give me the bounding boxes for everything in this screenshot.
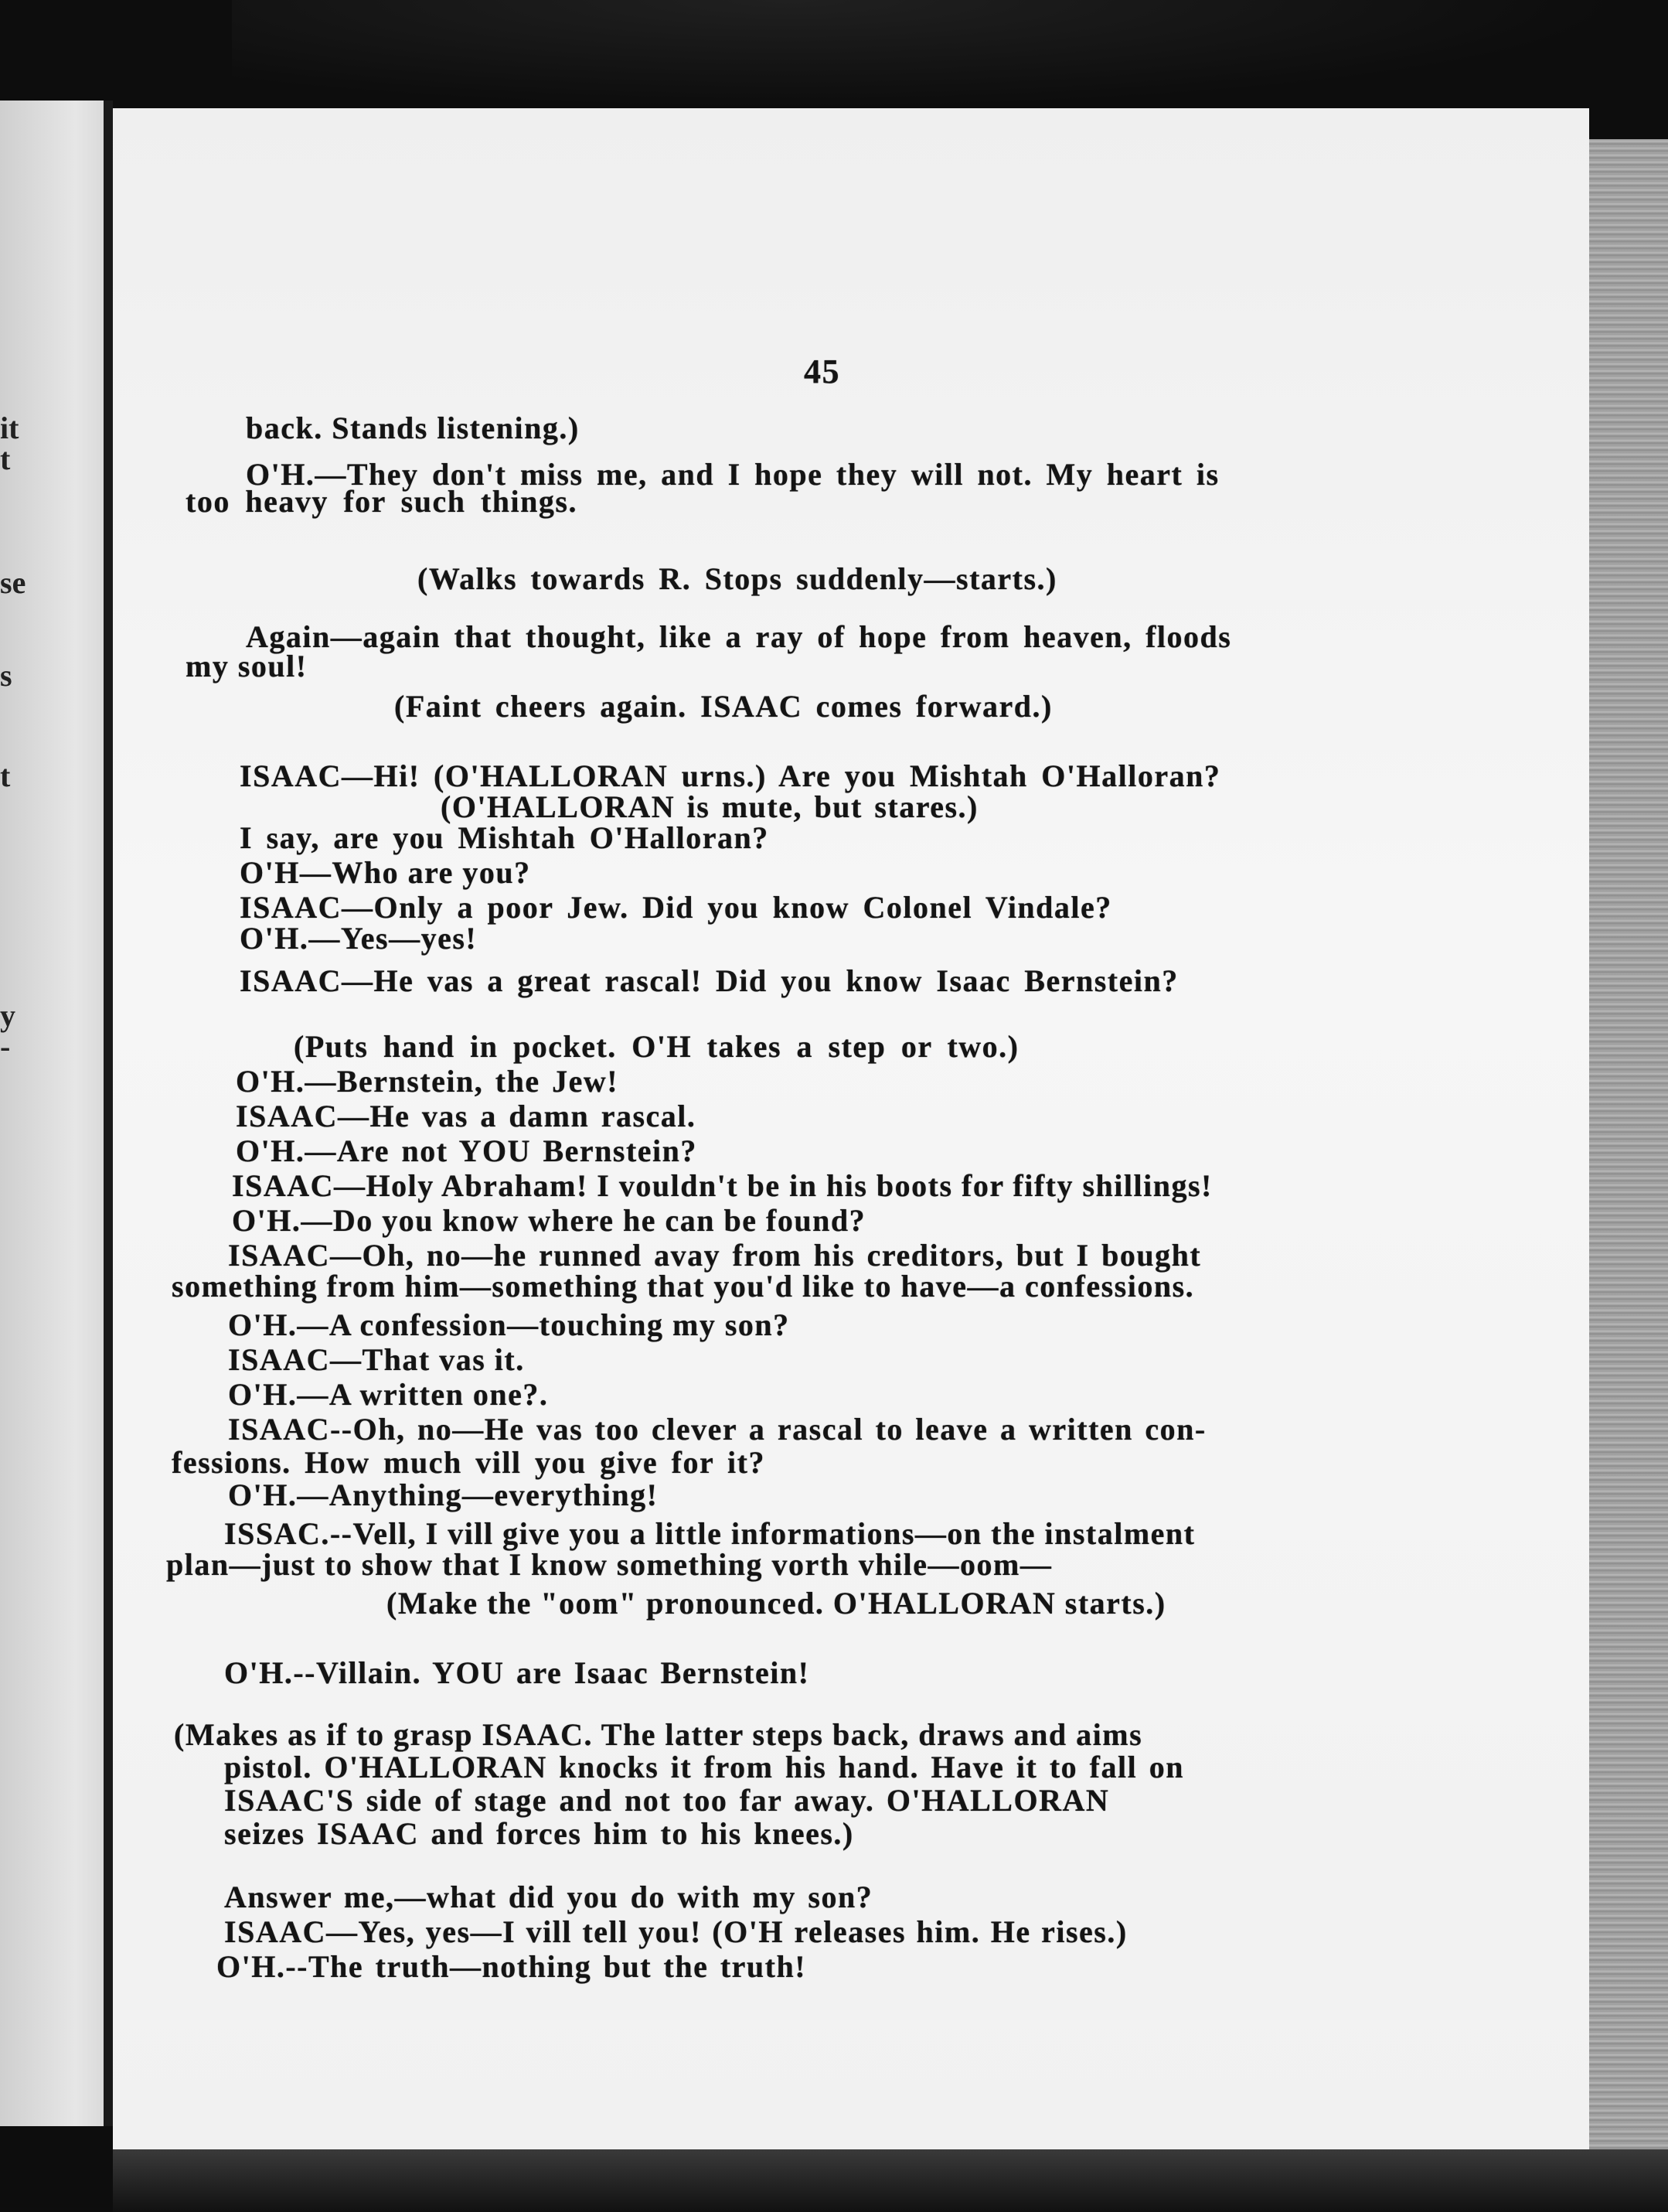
text-line: plan—just to show that I know something vorth vhile—oom— [166,1547,1053,1582]
left-page-fragment: y [0,998,15,1033]
text-line: something from him—something that you'd like to have—a confessions. [172,1269,1195,1304]
text-line: I say, are you Mishtah O'Halloran? [240,820,769,855]
stage-direction: seizes ISAAC and forces him to his knees.) [224,1816,854,1851]
text-line: O'H.--The truth—nothing but the truth! [216,1949,807,1984]
left-page-fragment: it [0,411,19,445]
stage-direction: (Make the "oom" pronounced. O'HALLORAN starts.) [386,1586,1166,1621]
page-edge-stack [1589,139,1668,2149]
text-line: O'H—Who are you? [240,855,531,890]
text-line: fessions. How much vill you give for it? [172,1445,765,1480]
text-line: ISAAC—That vas it. [228,1342,525,1377]
text-line: ISAAC—Hi! (O'HALLORAN urns.) Are you Mishtah O'Halloran? [240,758,1221,793]
text-line: back. Stands listening.) [246,411,580,445]
text-line: ISAAC—Only a poor Jew. Did you know Colonel Vindale? [240,890,1112,925]
text-line: too heavy for such things. [186,484,577,519]
left-page-sliver [0,101,108,2126]
stage-direction: (Faint cheers again. ISAAC comes forward.) [394,689,1053,724]
stage-direction: pistol. O'HALLORAN knocks it from his hand. Have it to fall on [224,1750,1184,1784]
text-line: O'H.--Villain. YOU are Isaac Bernstein! [224,1655,810,1690]
stage-direction: (Walks towards R. Stops suddenly—starts.) [417,561,1057,596]
left-page-fragment: - [0,1029,11,1064]
page-number: 45 [804,353,840,390]
text-line: ISAAC--Oh, no—He vas too clever a rascal to leave a written con- [228,1412,1207,1447]
text-line: ISAAC—He vas a great rascal! Did you know Isaac Bernstein? [240,963,1179,998]
text-line: ISAAC—He vas a damn rascal. [236,1099,696,1133]
left-page-fragment: s [0,658,12,693]
text-line: O'H.—They don't miss me, and I hope they will not. My heart is [246,457,1220,492]
text-line: Again—again that thought, like a ray of hope from heaven, floods [246,619,1232,654]
text-line: O'H.—Bernstein, the Jew! [236,1064,619,1099]
text-line: my soul! [186,649,308,683]
text-line: O'H.—A written one?. [228,1377,549,1412]
scan-top-border [232,0,1623,108]
scan-bottom-border [113,2149,1668,2212]
text-line: O'H.—Yes—yes! [240,921,478,956]
text-line: O'H.—Anything—everything! [228,1478,659,1512]
left-page-fragment: se [0,565,26,600]
book-gutter [104,101,113,2126]
text-line: ISAAC—Oh, no—he runned avay from his creditors, but I bought [228,1238,1202,1273]
stage-direction: (Makes as if to grasp ISAAC. The latter steps back, draws and aims [174,1717,1143,1752]
text-line: ISAAC—Holy Abraham! I vouldn't be in his boots for fifty shillings! [232,1168,1213,1203]
text-line: ISAAC—Yes, yes—I vill tell you! (O'H releases him. He rises.) [224,1914,1128,1949]
text-line: O'H.—A confession—touching my son? [228,1307,790,1342]
left-page-fragment: t [0,758,11,793]
text-line: O'H.—Do you know where he can be found? [232,1203,866,1238]
stage-direction: (O'HALLORAN is mute, but stares.) [441,789,979,824]
text-line: O'H.—Are not YOU Bernstein? [236,1133,697,1168]
stage-direction: (Puts hand in pocket. O'H takes a step or two.) [294,1029,1020,1064]
text-line: ISSAC.--Vell, I vill give you a little informations—on the instalment [224,1516,1196,1551]
left-page-fragment: t [0,441,11,476]
text-line: Answer me,—what did you do with my son? [224,1880,873,1914]
stage-direction: ISAAC'S side of stage and not too far away. O'HALLORAN [224,1783,1110,1818]
